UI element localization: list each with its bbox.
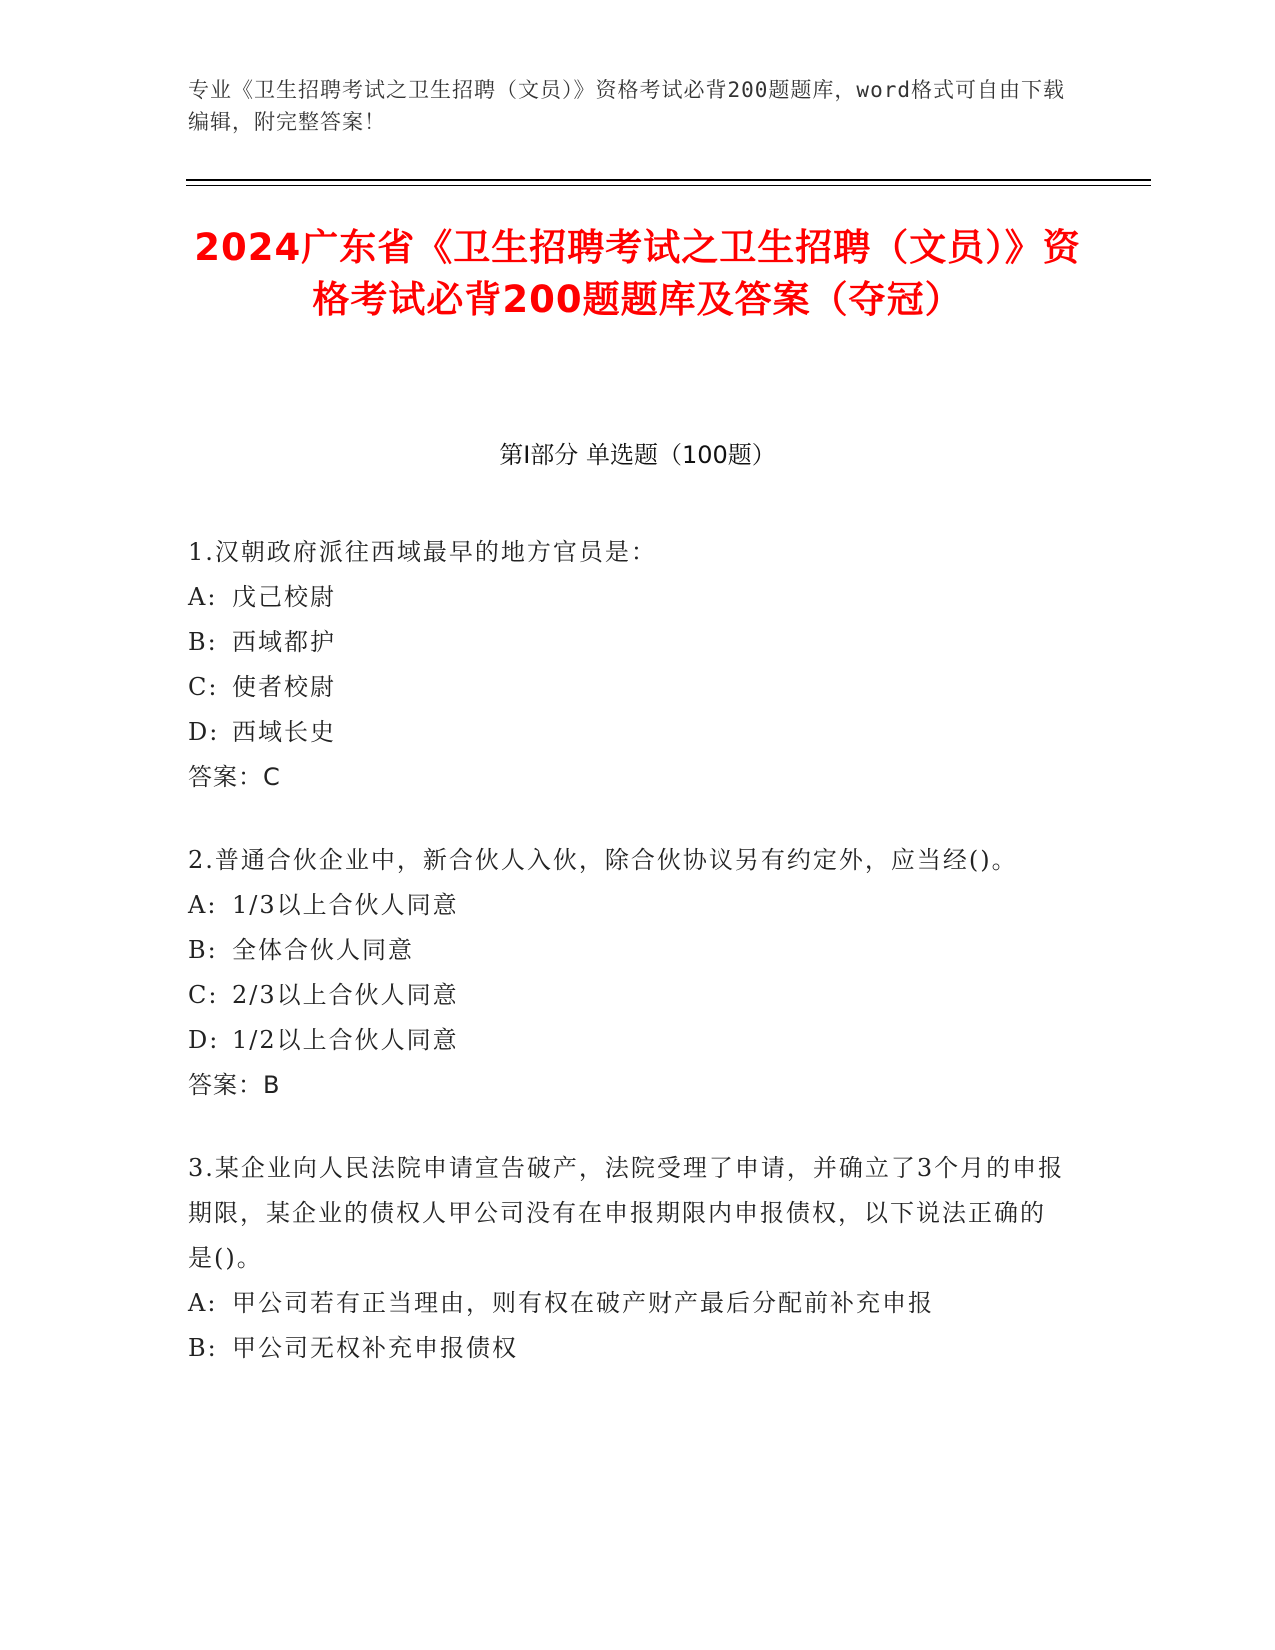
- answer-label: 答案：: [188, 1071, 263, 1099]
- answer-line: [188, 1063, 1068, 1108]
- option-text: 甲公司无权补充申报债权: [232, 1334, 518, 1362]
- option-text: 甲公司若有正当理由，则有权在破产财产最后分配前补充申报: [232, 1289, 934, 1317]
- question-2: [188, 838, 1068, 1108]
- question-1: [188, 530, 1068, 800]
- option-key: C:: [188, 981, 219, 1009]
- header-rule-thin: [186, 185, 1151, 186]
- option-text: 西域都护: [232, 628, 336, 656]
- option-text: 2/3以上合伙人同意: [232, 981, 459, 1009]
- header-note: 专业《卫生招聘考试之卫生招聘（文员）》资格考试必背200题题库，word格式可自由下载编辑，附完整答案！: [188, 78, 1065, 134]
- option-b: [188, 928, 1068, 973]
- option-text: 1/2以上合伙人同意: [232, 1026, 459, 1054]
- question-3: [188, 1146, 1068, 1371]
- option-b: [188, 1326, 1068, 1371]
- question-list: [188, 530, 1068, 1409]
- option-key: A:: [188, 1289, 218, 1317]
- option-key: B:: [188, 1334, 218, 1362]
- option-key: A:: [188, 891, 218, 919]
- answer-label: 答案：: [188, 763, 263, 791]
- option-text: 使者校尉: [232, 673, 336, 701]
- option-c: [188, 665, 1068, 710]
- document-title: 2024广东省《卫生招聘考试之卫生招聘（文员）》资格考试必背200题题库及答案（夺冠）: [194, 226, 1081, 321]
- option-text: 1/3以上合伙人同意: [232, 891, 459, 919]
- option-a: [188, 883, 1068, 928]
- option-a: [188, 575, 1068, 620]
- option-d: [188, 1018, 1068, 1063]
- question-stem: 2.普通合伙企业中，新合伙人入伙，除合伙协议另有约定外，应当经()。: [188, 846, 1018, 874]
- option-key: D:: [188, 1026, 220, 1054]
- option-d: [188, 710, 1068, 755]
- answer-value: B: [263, 1071, 281, 1099]
- question-stem: 1.汉朝政府派往西域最早的地方官员是：: [188, 538, 657, 566]
- option-text: 戊己校尉: [232, 583, 336, 611]
- option-text: 全体合伙人同意: [232, 936, 414, 964]
- answer-value: C: [263, 763, 281, 791]
- option-a: [188, 1281, 1068, 1326]
- option-key: B:: [188, 936, 218, 964]
- option-text: 西域长史: [232, 718, 336, 746]
- answer-line: [188, 755, 1068, 800]
- option-c: [188, 973, 1068, 1018]
- header-rule-thick: [186, 179, 1151, 181]
- section-title: 第I部分 单选题（100题）: [499, 441, 776, 469]
- option-b: [188, 620, 1068, 665]
- option-key: A:: [188, 583, 218, 611]
- option-key: C:: [188, 673, 219, 701]
- option-key: D:: [188, 718, 220, 746]
- question-stem: 3.某企业向人民法院申请宣告破产，法院受理了申请，并确立了3个月的申报期限，某企业的债权人甲公司没有在申报期限内申报债权，以下说法正确的是()。: [188, 1154, 1065, 1272]
- option-key: B:: [188, 628, 218, 656]
